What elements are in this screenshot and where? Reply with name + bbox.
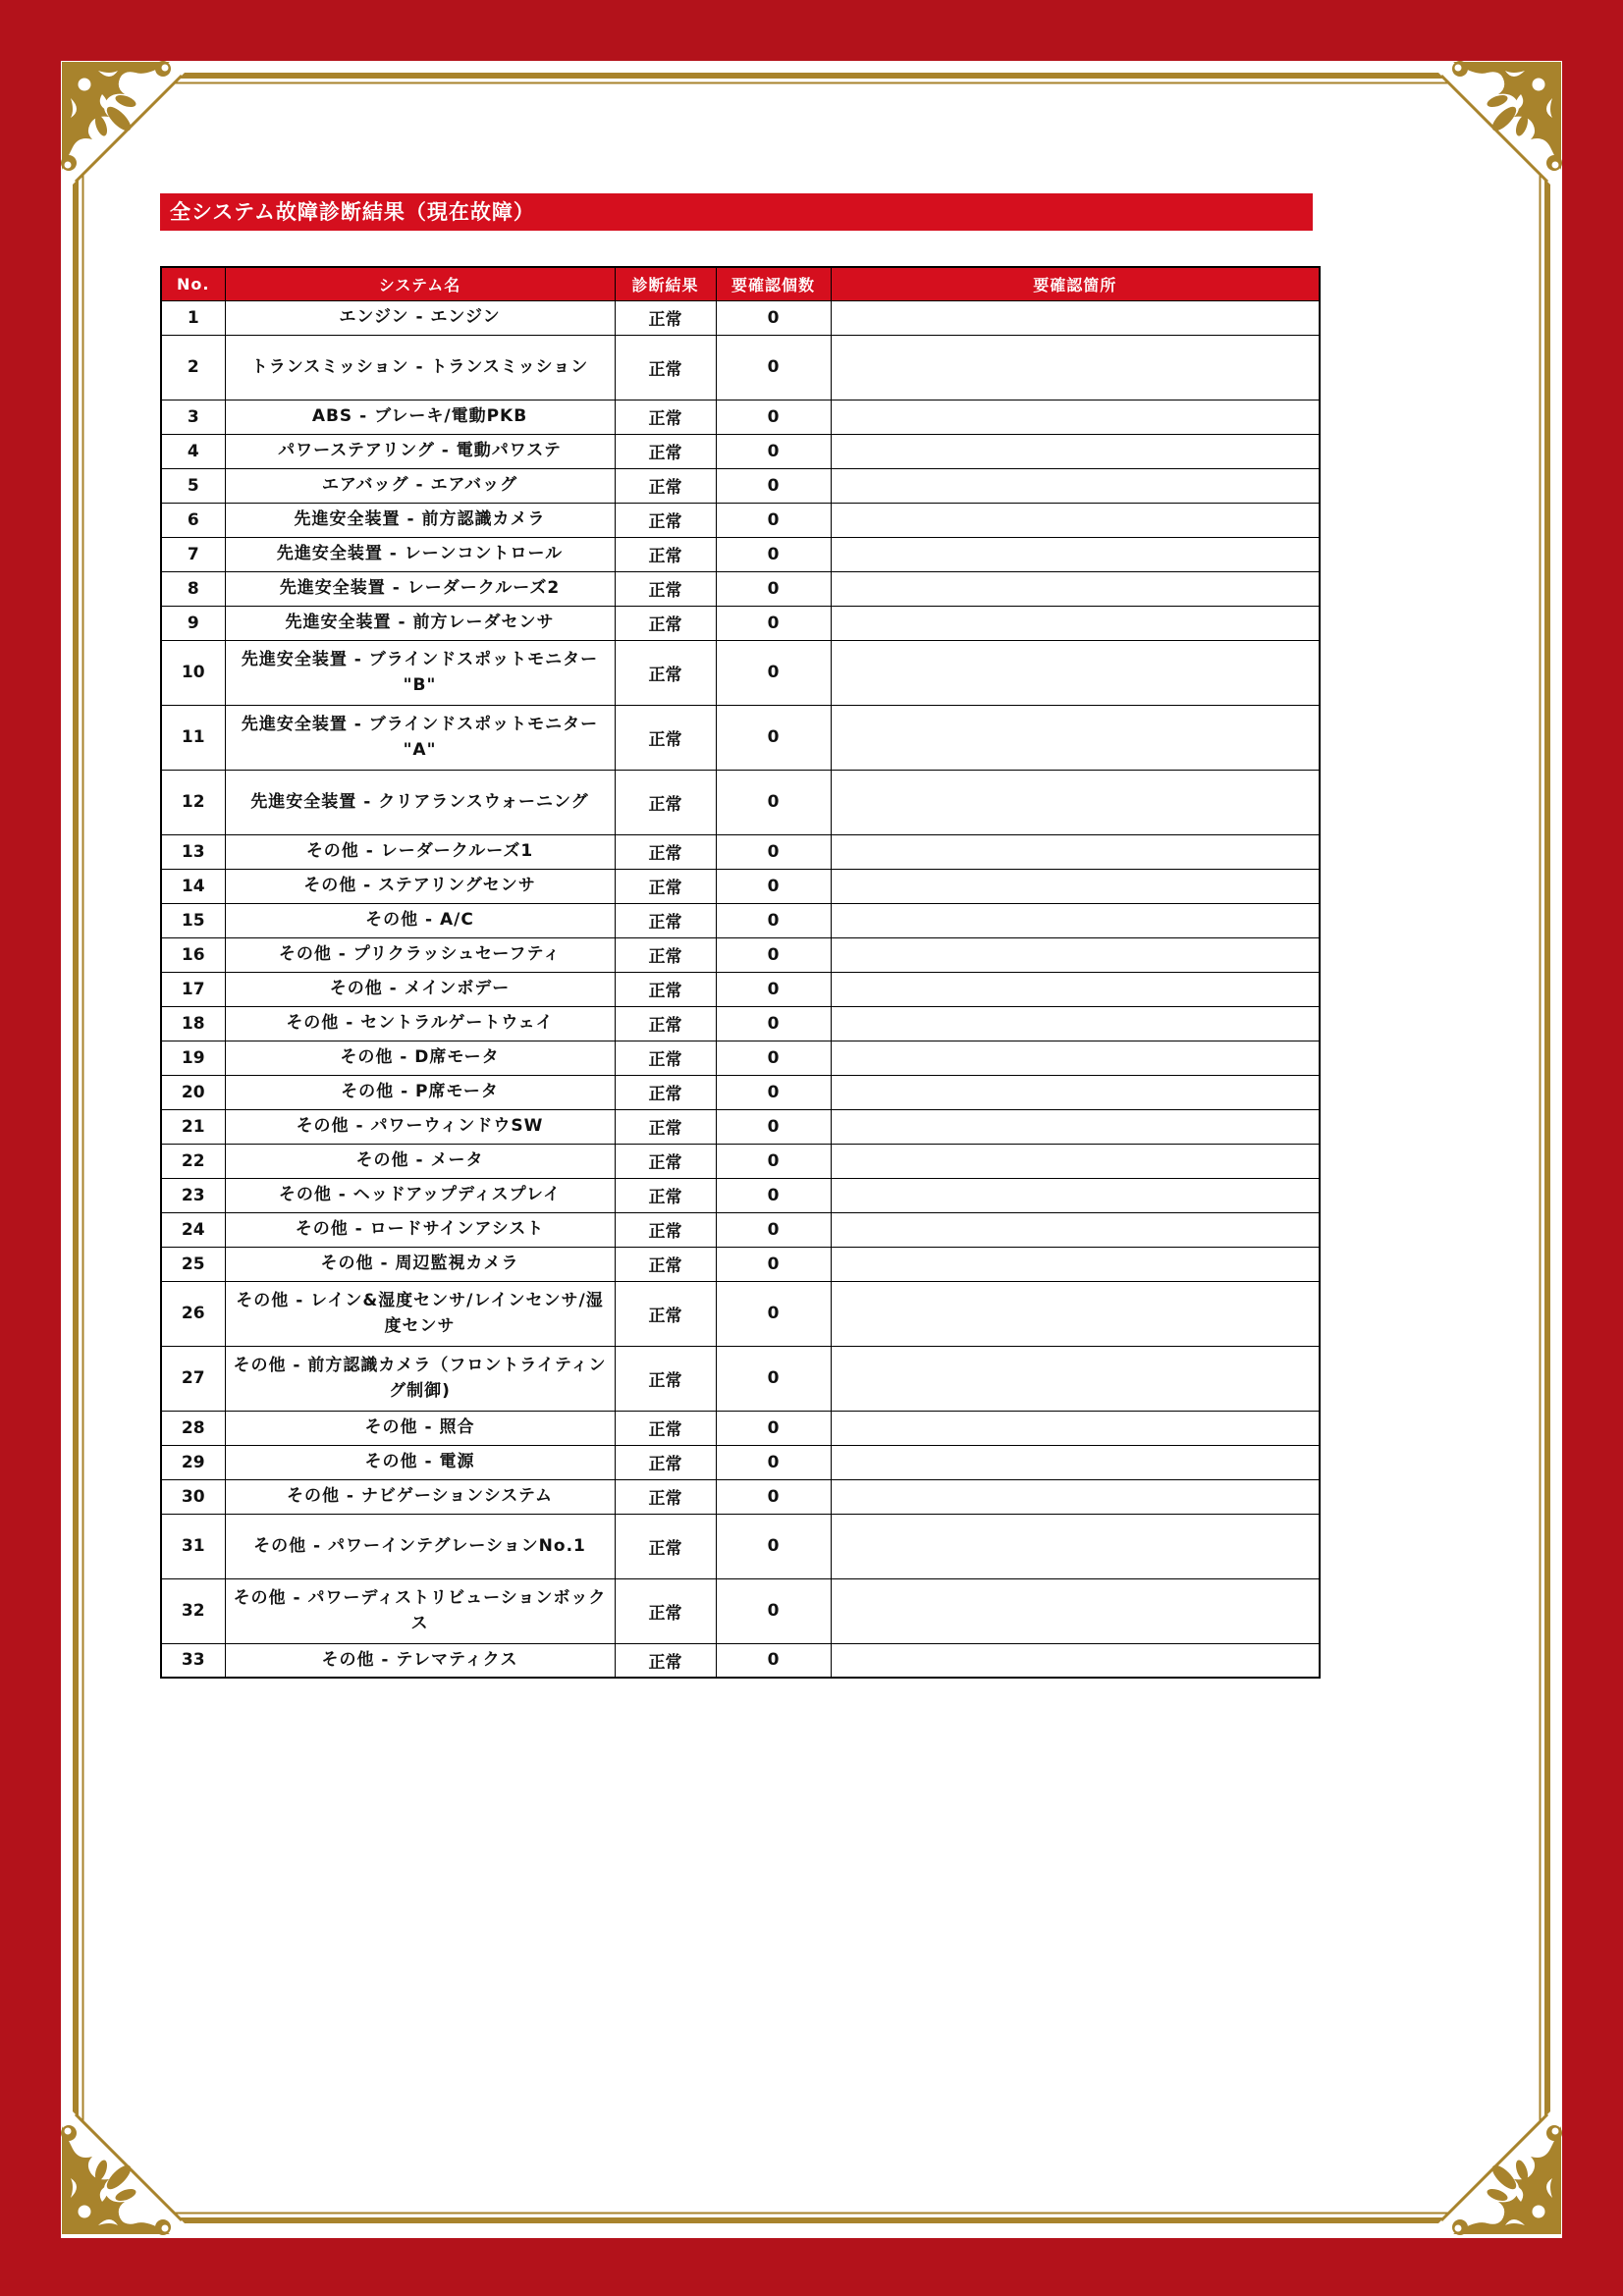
row-no: 30: [161, 1479, 225, 1514]
row-check-count: 0: [716, 972, 831, 1006]
row-no: 17: [161, 972, 225, 1006]
row-no: 33: [161, 1643, 225, 1678]
table-row: [161, 1006, 1320, 1041]
row-no: 24: [161, 1212, 225, 1247]
row-no: 7: [161, 537, 225, 571]
table-row: [161, 834, 1320, 869]
row-system-name: 先進安全装置 - 前方レーダセンサ: [225, 606, 615, 640]
row-check-location: [831, 537, 1320, 571]
row-diagnosis-result: 正常: [615, 1247, 716, 1281]
row-system-name: その他 - レイン&湿度センサ/レインセンサ/湿度センサ: [225, 1281, 615, 1346]
table-row: [161, 1281, 1320, 1346]
row-system-name: その他 - メータ: [225, 1144, 615, 1178]
row-check-location: [831, 400, 1320, 434]
row-system-name: 先進安全装置 - 前方認識カメラ: [225, 503, 615, 537]
row-diagnosis-result: 正常: [615, 1178, 716, 1212]
row-diagnosis-result: 正常: [615, 937, 716, 972]
diagnosis-table-body: [161, 300, 1320, 1678]
row-check-count: 0: [716, 571, 831, 606]
row-system-name: 先進安全装置 - レーダークルーズ2: [225, 571, 615, 606]
table-row: [161, 1643, 1320, 1678]
col-header-result: 診断結果: [615, 267, 716, 300]
table-row: [161, 770, 1320, 834]
row-diagnosis-result: 正常: [615, 1006, 716, 1041]
row-no: 22: [161, 1144, 225, 1178]
row-diagnosis-result: 正常: [615, 834, 716, 869]
col-header-location: 要確認箇所: [831, 267, 1320, 300]
row-check-count: 0: [716, 1514, 831, 1578]
table-row: [161, 335, 1320, 400]
row-check-location: [831, 300, 1320, 335]
row-check-count: 0: [716, 1006, 831, 1041]
row-check-count: 0: [716, 869, 831, 903]
row-check-location: [831, 937, 1320, 972]
row-no: 1: [161, 300, 225, 335]
row-check-count: 0: [716, 903, 831, 937]
row-check-location: [831, 1178, 1320, 1212]
table-row: [161, 705, 1320, 770]
row-diagnosis-result: 正常: [615, 705, 716, 770]
row-diagnosis-result: 正常: [615, 640, 716, 705]
table-row: [161, 434, 1320, 468]
row-no: 26: [161, 1281, 225, 1346]
row-system-name: その他 - パワーウィンドウSW: [225, 1109, 615, 1144]
row-system-name: その他 - パワーインテグレーションNo.1: [225, 1514, 615, 1578]
row-check-location: [831, 903, 1320, 937]
row-check-count: 0: [716, 1346, 831, 1411]
row-check-location: [831, 1643, 1320, 1678]
row-no: 29: [161, 1445, 225, 1479]
row-diagnosis-result: 正常: [615, 1411, 716, 1445]
row-check-count: 0: [716, 1041, 831, 1075]
row-system-name: その他 - メインボデー: [225, 972, 615, 1006]
row-system-name: その他 - セントラルゲートウェイ: [225, 1006, 615, 1041]
row-diagnosis-result: 正常: [615, 1643, 716, 1678]
row-diagnosis-result: 正常: [615, 1281, 716, 1346]
row-system-name: その他 - パワーディストリビューションボックス: [225, 1578, 615, 1643]
row-system-name: その他 - D席モータ: [225, 1041, 615, 1075]
row-no: 25: [161, 1247, 225, 1281]
row-check-count: 0: [716, 1212, 831, 1247]
row-no: 2: [161, 335, 225, 400]
row-check-count: 0: [716, 335, 831, 400]
row-check-count: 0: [716, 468, 831, 503]
table-row: [161, 571, 1320, 606]
row-check-location: [831, 1075, 1320, 1109]
row-no: 18: [161, 1006, 225, 1041]
row-check-count: 0: [716, 1411, 831, 1445]
row-no: 20: [161, 1075, 225, 1109]
row-check-count: 0: [716, 937, 831, 972]
row-check-count: 0: [716, 1178, 831, 1212]
row-no: 27: [161, 1346, 225, 1411]
row-no: 23: [161, 1178, 225, 1212]
row-diagnosis-result: 正常: [615, 434, 716, 468]
row-system-name: その他 - 電源: [225, 1445, 615, 1479]
row-check-count: 0: [716, 1479, 831, 1514]
row-no: 13: [161, 834, 225, 869]
row-no: 8: [161, 571, 225, 606]
row-diagnosis-result: 正常: [615, 1445, 716, 1479]
row-diagnosis-result: 正常: [615, 1041, 716, 1075]
row-diagnosis-result: 正常: [615, 571, 716, 606]
table-row: [161, 1578, 1320, 1643]
row-check-location: [831, 640, 1320, 705]
row-diagnosis-result: 正常: [615, 537, 716, 571]
row-check-location: [831, 972, 1320, 1006]
table-row: [161, 1075, 1320, 1109]
table-header-row: [161, 267, 1320, 300]
row-system-name: エンジン - エンジン: [225, 300, 615, 335]
row-no: 16: [161, 937, 225, 972]
row-diagnosis-result: 正常: [615, 1212, 716, 1247]
row-no: 5: [161, 468, 225, 503]
table-row: [161, 1144, 1320, 1178]
row-diagnosis-result: 正常: [615, 606, 716, 640]
row-diagnosis-result: 正常: [615, 903, 716, 937]
row-no: 3: [161, 400, 225, 434]
row-check-count: 0: [716, 1075, 831, 1109]
row-system-name: その他 - A/C: [225, 903, 615, 937]
row-system-name: その他 - ヘッドアップディスプレイ: [225, 1178, 615, 1212]
row-no: 21: [161, 1109, 225, 1144]
table-row: [161, 869, 1320, 903]
row-check-count: 0: [716, 640, 831, 705]
row-check-count: 0: [716, 1578, 831, 1643]
table-row: [161, 937, 1320, 972]
row-no: 19: [161, 1041, 225, 1075]
row-check-location: [831, 1514, 1320, 1578]
row-no: 14: [161, 869, 225, 903]
row-check-location: [831, 1109, 1320, 1144]
table-row: [161, 606, 1320, 640]
row-diagnosis-result: 正常: [615, 1109, 716, 1144]
table-row: [161, 903, 1320, 937]
row-system-name: その他 - ステアリングセンサ: [225, 869, 615, 903]
row-check-count: 0: [716, 705, 831, 770]
row-check-location: [831, 1411, 1320, 1445]
table-row: [161, 640, 1320, 705]
row-system-name: 先進安全装置 - レーンコントロール: [225, 537, 615, 571]
row-check-count: 0: [716, 503, 831, 537]
row-diagnosis-result: 正常: [615, 972, 716, 1006]
row-check-count: 0: [716, 770, 831, 834]
table-row: [161, 1178, 1320, 1212]
row-check-location: [831, 1445, 1320, 1479]
row-diagnosis-result: 正常: [615, 1479, 716, 1514]
row-system-name: その他 - 周辺監視カメラ: [225, 1247, 615, 1281]
page-title: 全システム故障診断結果（現在故障）: [160, 193, 1313, 231]
table-row: [161, 1109, 1320, 1144]
row-diagnosis-result: 正常: [615, 1578, 716, 1643]
row-check-count: 0: [716, 1281, 831, 1346]
row-no: 11: [161, 705, 225, 770]
row-system-name: その他 - 照合: [225, 1411, 615, 1445]
row-no: 15: [161, 903, 225, 937]
row-system-name: その他 - ナビゲーションシステム: [225, 1479, 615, 1514]
table-row: [161, 1445, 1320, 1479]
row-system-name: エアバッグ - エアバッグ: [225, 468, 615, 503]
row-check-location: [831, 468, 1320, 503]
col-header-system: システム名: [225, 267, 615, 300]
row-check-count: 0: [716, 1109, 831, 1144]
table-row: [161, 468, 1320, 503]
row-system-name: トランスミッション - トランスミッション: [225, 335, 615, 400]
row-diagnosis-result: 正常: [615, 400, 716, 434]
row-diagnosis-result: 正常: [615, 468, 716, 503]
row-check-location: [831, 1006, 1320, 1041]
row-check-count: 0: [716, 1643, 831, 1678]
row-no: 32: [161, 1578, 225, 1643]
row-check-location: [831, 1281, 1320, 1346]
row-diagnosis-result: 正常: [615, 503, 716, 537]
table-row: [161, 1212, 1320, 1247]
row-system-name: 先進安全装置 - クリアランスウォーニング: [225, 770, 615, 834]
row-diagnosis-result: 正常: [615, 1346, 716, 1411]
row-check-count: 0: [716, 1247, 831, 1281]
row-system-name: その他 - 前方認識カメラ（フロントライティング制御): [225, 1346, 615, 1411]
col-header-count: 要確認個数: [716, 267, 831, 300]
row-check-location: [831, 1041, 1320, 1075]
row-system-name: パワーステアリング - 電動パワステ: [225, 434, 615, 468]
row-check-location: [831, 1144, 1320, 1178]
table-row: [161, 537, 1320, 571]
row-system-name: その他 - P席モータ: [225, 1075, 615, 1109]
row-no: 31: [161, 1514, 225, 1578]
row-check-count: 0: [716, 1144, 831, 1178]
table-row: [161, 503, 1320, 537]
row-system-name: 先進安全装置 - ブラインドスポットモニター "A": [225, 705, 615, 770]
row-check-location: [831, 1479, 1320, 1514]
table-row: [161, 1514, 1320, 1578]
row-system-name: その他 - テレマティクス: [225, 1643, 615, 1678]
row-no: 9: [161, 606, 225, 640]
table-row: [161, 1041, 1320, 1075]
row-check-count: 0: [716, 300, 831, 335]
row-no: 6: [161, 503, 225, 537]
row-check-count: 0: [716, 434, 831, 468]
row-check-count: 0: [716, 400, 831, 434]
table-row: [161, 972, 1320, 1006]
row-diagnosis-result: 正常: [615, 300, 716, 335]
row-check-location: [831, 1346, 1320, 1411]
row-check-location: [831, 606, 1320, 640]
row-diagnosis-result: 正常: [615, 335, 716, 400]
row-check-location: [831, 503, 1320, 537]
table-row: [161, 400, 1320, 434]
row-check-location: [831, 834, 1320, 869]
row-check-location: [831, 1212, 1320, 1247]
row-check-count: 0: [716, 1445, 831, 1479]
row-check-count: 0: [716, 834, 831, 869]
row-check-location: [831, 1247, 1320, 1281]
row-diagnosis-result: 正常: [615, 869, 716, 903]
col-header-no: No.: [161, 267, 225, 300]
row-check-location: [831, 335, 1320, 400]
row-check-location: [831, 869, 1320, 903]
row-system-name: ABS - ブレーキ/電動PKB: [225, 400, 615, 434]
row-system-name: その他 - プリクラッシュセーフティ: [225, 937, 615, 972]
row-diagnosis-result: 正常: [615, 1514, 716, 1578]
row-check-location: [831, 1578, 1320, 1643]
row-no: 10: [161, 640, 225, 705]
row-check-location: [831, 705, 1320, 770]
row-no: 12: [161, 770, 225, 834]
row-no: 4: [161, 434, 225, 468]
row-check-location: [831, 434, 1320, 468]
table-row: [161, 300, 1320, 335]
row-system-name: その他 - レーダークルーズ1: [225, 834, 615, 869]
row-check-count: 0: [716, 606, 831, 640]
row-check-location: [831, 770, 1320, 834]
table-row: [161, 1346, 1320, 1411]
row-diagnosis-result: 正常: [615, 1075, 716, 1109]
table-row: [161, 1479, 1320, 1514]
table-row: [161, 1411, 1320, 1445]
row-check-location: [831, 571, 1320, 606]
table-row: [161, 1247, 1320, 1281]
row-diagnosis-result: 正常: [615, 770, 716, 834]
row-check-count: 0: [716, 537, 831, 571]
diagnosis-result-table: [160, 266, 1321, 1679]
row-system-name: 先進安全装置 - ブラインドスポットモニター "B": [225, 640, 615, 705]
row-system-name: その他 - ロードサインアシスト: [225, 1212, 615, 1247]
row-no: 28: [161, 1411, 225, 1445]
row-diagnosis-result: 正常: [615, 1144, 716, 1178]
